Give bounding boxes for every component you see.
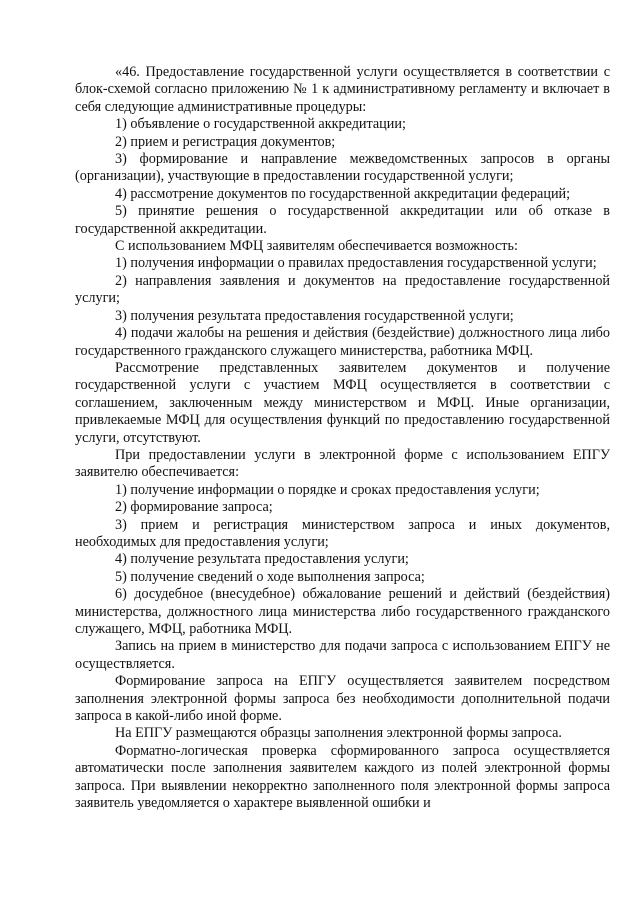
paragraph-samples: На ЕПГУ размещаются образцы заполнения электронной формы запроса. bbox=[115, 725, 562, 742]
paragraph-mfc-2: 2) направления заявления и документов на предоставление государственной услуги; bbox=[75, 272, 610, 307]
paragraph-procedure-4: 4) рассмотрение документов по государственной аккредитации федераций; bbox=[115, 185, 571, 202]
paragraph-epgu-5: 5) получение сведений о ходе выполнения запроса; bbox=[115, 568, 425, 585]
paragraph-epgu-2: 2) формирование запроса; bbox=[115, 499, 273, 516]
paragraph-procedure-2: 2) прием и регистрация документов; bbox=[115, 133, 336, 150]
paragraph-epgu-4: 4) получение результата предоставления услуги; bbox=[115, 551, 409, 568]
paragraph-epgu-intro: При предоставлении услуги в электронной форме с использованием ЕПГУ заявителю обеспечивается: bbox=[75, 446, 610, 481]
paragraph-epgu-3: 3) прием и регистрация министерством запроса и иных документов, необходимых для предоставления услуги; bbox=[75, 516, 610, 550]
paragraph-appointment: Запись на прием в министерство для подачи запроса с использованием ЕПГУ не осуществляется. bbox=[75, 638, 610, 672]
paragraph-mfc-1: 1) получения информации о правилах предоставления государственной услуги; bbox=[115, 255, 597, 272]
paragraph-mfc-agreement: Рассмотрение представленных заявителем документов и получение государственной услуги с участием МФЦ осуществляется в соответствии с соглашением, заключенным между министерством и МФЦ. Иные организации, привлекаемые МФЦ для осуществления функций по предоставлению государственной услуги, отсутствуют. bbox=[75, 359, 610, 446]
paragraph-mfc-intro: С использованием МФЦ заявителям обеспечивается возможность: bbox=[115, 238, 518, 255]
paragraph-procedure-5: 5) принятие решения о государственной аккредитации или об отказе в государственной аккредитации. bbox=[75, 203, 610, 237]
paragraph-format-check: Форматно-логическая проверка сформированного запроса осуществляется автоматически после заполнения заявителем каждого из полей электронной формы запроса. При выявлении некорректно заполненного поля электронной формы запроса заявитель уведомляется о характере выявленной ошибки и bbox=[75, 742, 610, 812]
paragraph-mfc-3: 3) получения результата предоставления государственной услуги; bbox=[115, 307, 514, 324]
paragraph-procedure-1: 1) объявление о государственной аккредитации; bbox=[115, 116, 406, 133]
document-page bbox=[75, 64, 610, 812]
paragraph-mfc-4: 4) подачи жалобы на решения и действия (бездействие) должностного лица либо государственного гражданского служащего министерства, работника МФЦ. bbox=[75, 325, 610, 359]
paragraph-procedure-3: 3) формирование и направление межведомственных запросов в органы (организации), участвующие в предоставлении государственной услуги; bbox=[75, 151, 610, 185]
paragraph-epgu-6: 6) досудебное (внесудебное) обжалование решений и действий (бездействия) министерства, должностного лица министерства либо государственного гражданского служащего, МФЦ, работника МФЦ. bbox=[75, 586, 610, 637]
paragraph-epgu-1: 1) получение информации о порядке и сроках предоставления услуги; bbox=[115, 481, 540, 498]
paragraph-request-forming: Формирование запроса на ЕПГУ осуществляется заявителем посредством заполнения электронной формы запроса без необходимости дополнительной подачи запроса в какой-либо иной форме. bbox=[75, 673, 610, 725]
paragraph-intro: «46. Предоставление государственной услуги осуществляется в соответствии с блок-схемой согласно приложению № 1 к административному регламенту и включает в себя следующие административные процедуры: bbox=[75, 64, 610, 115]
